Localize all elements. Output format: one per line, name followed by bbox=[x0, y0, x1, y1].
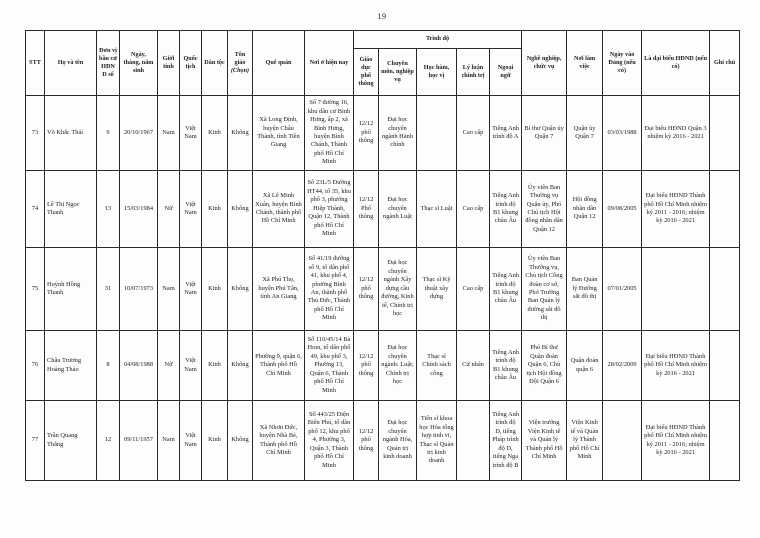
table-cell: Việt Nam bbox=[180, 171, 202, 248]
table-cell: 73 bbox=[26, 96, 45, 171]
table-cell: Bí thư Quận ủy Quận 7 bbox=[522, 96, 567, 171]
table-cell: Phó Bí thư Quận đoàn Quận 6, Chủ tịch Hội đồng Đội Quận 6 bbox=[522, 331, 567, 401]
table-cell: Nữ bbox=[158, 171, 180, 248]
header-cell-stt: STT bbox=[26, 31, 45, 96]
table-cell bbox=[642, 248, 710, 331]
table-cell: Kinh bbox=[202, 96, 228, 171]
table-cell: Cao cấp bbox=[457, 248, 490, 331]
header-cell-chuyen-mon: Chuyên môn, nghiệp vụ bbox=[379, 49, 417, 96]
table-cell: Ủy viên Ban Thường vụ, Chủ tịch Công đoàn cơ sở, Phó Trưởng Ban Quản lý đường sắt đô thị bbox=[522, 248, 567, 331]
header-cell-gioi-tinh: Giới tính bbox=[158, 31, 180, 96]
table-cell: Phường 9, quận 6, Thành phố Hồ Chí Minh bbox=[253, 331, 305, 401]
table-cell: 12/12 phổ thông bbox=[354, 96, 379, 171]
table-cell: Quận đoàn quận 6 bbox=[567, 331, 603, 401]
table-cell: 12/12 Phổ thông bbox=[354, 171, 379, 248]
table-cell: Đại học chuyên ngành Hành chính bbox=[379, 96, 417, 171]
table-cell: 20/10/1967 bbox=[120, 96, 158, 171]
table-cell bbox=[603, 401, 642, 481]
table-cell: Số 41/19 đường số 9, tổ dân phố 41, khu phố 4, phường Bình An, thành phố Thủ Đức, Thành phố Hồ Chí Minh bbox=[305, 248, 354, 331]
table-cell: 74 bbox=[26, 171, 45, 248]
table-cell: Đại biểu HĐND Thành phố Hồ Chí Minh nhiệm kỳ 2011 - 2016; nhiệm kỳ 2016 - 2021 bbox=[642, 171, 710, 248]
table-cell: 07/01/2005 bbox=[603, 248, 642, 331]
table-row bbox=[26, 248, 740, 331]
table-cell: 12/12 phổ thông bbox=[354, 248, 379, 331]
table-cell bbox=[710, 331, 740, 401]
table-cell: Tiến sĩ khoa học Hóa tổng hợp tinh vi, Thạc sĩ Quản trị kinh doanh bbox=[417, 401, 457, 481]
table-cell: Ban Quản lý Đường sắt đô thị bbox=[567, 248, 603, 331]
table-row bbox=[26, 331, 740, 401]
table-cell: 8 bbox=[97, 331, 120, 401]
table-row bbox=[26, 401, 740, 481]
table-cell: Thạc sĩ Chính sách công bbox=[417, 331, 457, 401]
header-cell-noi-lam-viec: Nơi làm việc bbox=[567, 31, 603, 96]
header-cell-ho-va-ten: Họ và tên bbox=[45, 31, 97, 96]
header-cell-la-dai-bieu-hdnd: Là đại biểu HĐND (nếu có) bbox=[642, 31, 710, 96]
table-cell bbox=[710, 96, 740, 171]
table-cell: Xã Long Định, huyện Châu Thành, tỉnh Tiền Giang bbox=[253, 96, 305, 171]
table-cell: Không bbox=[228, 331, 253, 401]
delegate-name-cell: Trần Quang Thắng bbox=[45, 401, 97, 481]
ton-giao-label: Tôn giáo bbox=[234, 50, 246, 66]
table-cell: Không bbox=[228, 96, 253, 171]
table-cell: Số 110/45/14 Bà Hom, tổ dân phố 49, khu phố 3, Phường 13, Quận 6, Thành phố Hồ Chí Minh bbox=[305, 331, 354, 401]
table-cell: Không bbox=[228, 248, 253, 331]
table-cell: 04/08/1988 bbox=[120, 331, 158, 401]
header-cell-nghe-nghiep: Nghề nghiệp, chức vụ bbox=[522, 31, 567, 96]
delegate-name-cell: Huỳnh Hồng Thanh bbox=[45, 248, 97, 331]
table-cell: 12 bbox=[97, 401, 120, 481]
table-cell: Xã Lê Minh Xuân, huyện Bình Chánh, thành phố Hồ Chí Minh bbox=[253, 171, 305, 248]
table-body bbox=[26, 96, 740, 481]
table-cell: 75 bbox=[26, 248, 45, 331]
table-cell: Số 443/25 Điện Biên Phủ, tổ dân phố 12, khu phố 4, Phường 3, Quận 3, Thành phố Hồ Chí Minh bbox=[305, 401, 354, 481]
header-cell-giao-duc-pho-thong: Giáo dục phổ thông bbox=[354, 49, 379, 96]
table-cell: Xã Phú Thọ, huyện Phú Tân, tỉnh An Giang bbox=[253, 248, 305, 331]
header-cell-noi-o-hien-nay: Nơi ở hiện nay bbox=[305, 31, 354, 96]
table-cell: 9 bbox=[97, 96, 120, 171]
table-cell: 12/12 phổ thông bbox=[354, 401, 379, 481]
table-cell: Nữ bbox=[158, 331, 180, 401]
table-cell: Xã Nhơn Đức, huyện Nhà Bè, Thành phố Hồ Chí Minh bbox=[253, 401, 305, 481]
table-cell: 12/12 phổ thông bbox=[354, 331, 379, 401]
table-cell: Kinh bbox=[202, 248, 228, 331]
table-cell: Tiếng Anh trình độ D, tiếng Pháp trình độ D, tiếng Nga trình độ B bbox=[490, 401, 522, 481]
table-cell: Không bbox=[228, 401, 253, 481]
header-group-trinh-do: Trình độ bbox=[354, 31, 522, 49]
table-cell: Tiếng Anh trình độ B1 khung châu Âu bbox=[490, 171, 522, 248]
header-cell-ngoai-ngu: Ngoại ngữ bbox=[490, 49, 522, 96]
table-row bbox=[26, 96, 740, 171]
table-cell: 09/11/1957 bbox=[120, 401, 158, 481]
table-cell bbox=[710, 248, 740, 331]
delegate-name-cell: Châu Trương Hoàng Thảo bbox=[45, 331, 97, 401]
table-cell: Việt Nam bbox=[180, 401, 202, 481]
table-cell: Đại biểu HĐND Thành phố Hồ Chí Minh nhiệm kỳ 2011 - 2016; nhiệm kỳ 2016 - 2021 bbox=[642, 401, 710, 481]
table-cell: Kinh bbox=[202, 171, 228, 248]
table-cell: 13 bbox=[97, 171, 120, 248]
table-cell bbox=[417, 96, 457, 171]
table-cell: Đại học chuyên ngành Hóa, Quản trị kinh doanh bbox=[379, 401, 417, 481]
header-cell-don-vi-bau-cu: Đơn vị bầu cử HĐND số bbox=[97, 31, 120, 96]
table-cell: 09/08/2005 bbox=[603, 171, 642, 248]
table-cell: Nam bbox=[158, 96, 180, 171]
table-cell: Viện Kinh tế và Quản lý Thành phố Hồ Chí Minh bbox=[567, 401, 603, 481]
header-cell-ghi-chu: Ghi chú bbox=[710, 31, 740, 96]
table-cell: Cử nhân bbox=[457, 331, 490, 401]
table-cell: Không bbox=[228, 171, 253, 248]
header-cell-que-quan: Quê quán bbox=[253, 31, 305, 96]
table-cell: Đại biểu HĐND Thành phố Hồ Chí Minh nhiệm kỳ 2016 - 2021 bbox=[642, 331, 710, 401]
ton-giao-note: (Chọn) bbox=[230, 67, 250, 75]
table-cell: Kinh bbox=[202, 401, 228, 481]
table-cell: Quận ủy Quận 7 bbox=[567, 96, 603, 171]
delegates-table bbox=[25, 30, 740, 481]
page-number: 19 bbox=[377, 12, 387, 21]
table-cell: 03/03/1988 bbox=[603, 96, 642, 171]
table-cell: Nam bbox=[158, 401, 180, 481]
table-cell: Việt Nam bbox=[180, 248, 202, 331]
table-cell: Đại học chuyên ngành Xây dựng cầu đường, Kinh tế, Chính trị học bbox=[379, 248, 417, 331]
table-row bbox=[26, 171, 740, 248]
table-cell: Cao cấp bbox=[457, 96, 490, 171]
delegate-name-cell: Võ Khắc Thái bbox=[45, 96, 97, 171]
table-cell: Cao cấp bbox=[457, 171, 490, 248]
table-cell: Số 23L/5 Đường HT44, tổ 35, khu phố 3, phường Hiệp Thành, Quận 12, Thành phố Hồ Chí Minh bbox=[305, 171, 354, 248]
table-cell bbox=[457, 401, 490, 481]
table-cell: Tiếng Anh trình độ A bbox=[490, 96, 522, 171]
table-cell: Thạc sĩ Luật bbox=[417, 171, 457, 248]
table-cell bbox=[710, 171, 740, 248]
table-cell: 77 bbox=[26, 401, 45, 481]
table-cell: Kinh bbox=[202, 331, 228, 401]
table-cell: Tiếng Anh trình độ B1 khung châu Âu bbox=[490, 248, 522, 331]
header-cell-ngay-sinh: Ngày, tháng, năm sinh bbox=[120, 31, 158, 96]
header-cell-quoc-tich: Quốc tịch bbox=[180, 31, 202, 96]
table-cell: Đại học chuyên ngành: Luật; Chính trị học bbox=[379, 331, 417, 401]
table-cell: Đại học chuyên ngành Luật bbox=[379, 171, 417, 248]
table-cell: Nam bbox=[158, 248, 180, 331]
table-cell: Đại biểu HĐND Quận 3 nhiệm kỳ 2016 - 2021 bbox=[642, 96, 710, 171]
header-cell-ton-giao bbox=[228, 31, 253, 96]
table-cell: 10/07/1973 bbox=[120, 248, 158, 331]
header-cell-hoc-ham-hoc-vi: Học hàm, học vị bbox=[417, 49, 457, 96]
header-cell-ly-luan-chinh-tri: Lý luận chính trị bbox=[457, 49, 490, 96]
table-cell: 31 bbox=[97, 248, 120, 331]
table-cell: Hội đồng nhân dân Quận 12 bbox=[567, 171, 603, 248]
table-header bbox=[26, 31, 740, 96]
table-cell bbox=[710, 401, 740, 481]
table-cell: Viện trưởng Viện Kinh tế và Quản lý Thành phố Hồ Chí Minh bbox=[522, 401, 567, 481]
table-cell: Việt Nam bbox=[180, 96, 202, 171]
table-cell: 15/03/1984 bbox=[120, 171, 158, 248]
header-cell-ngay-vao-dang: Ngày vào Đảng (nếu có) bbox=[603, 31, 642, 96]
table-cell: Tiếng Anh trình độ B1 khung châu Âu bbox=[490, 331, 522, 401]
table-cell: Số 7 đường 16, khu dân cư Bình Hưng, ấp 2, xã Bình Hưng, huyện Bình Chánh, Thành phố Hồ Chí Minh bbox=[305, 96, 354, 171]
table-cell: Ủy viên Ban Thường vụ Quận ủy, Phó Chủ tịch Hội đồng nhân dân Quận 12 bbox=[522, 171, 567, 248]
table-cell: 28/02/2009 bbox=[603, 331, 642, 401]
delegate-name-cell: Lê Thị Ngọc Thanh bbox=[45, 171, 97, 248]
header-cell-dan-toc: Dân tộc bbox=[202, 31, 228, 96]
table-cell: 76 bbox=[26, 331, 45, 401]
table-cell: Thạc sĩ Kỹ thuật xây dựng bbox=[417, 248, 457, 331]
table-cell: Việt Nam bbox=[180, 331, 202, 401]
